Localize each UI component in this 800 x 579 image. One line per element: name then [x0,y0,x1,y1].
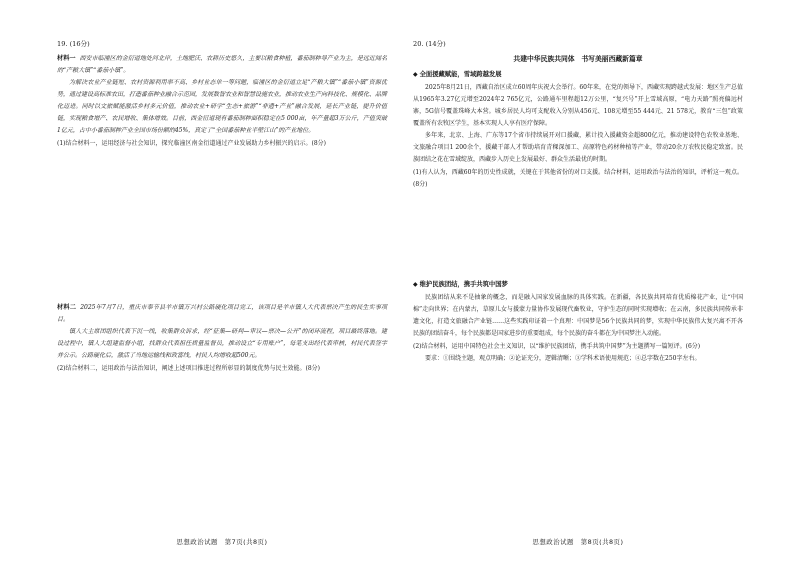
section-2-paragraph: 民族团结从来不是抽象的概念，而是融入国家发展血脉的具体实践。在新疆，各民族共同培育优质棉花产业，让“中国棉”走向世界；在内蒙古，草原儿女与援蒙力量协作发展现代畜牧业，守护生态的同时实现增收；在云南，多民族共同传承非遗文化，打造文旅融合产业链……这些实践印证着一个真理：中国梦是56个民族共同的梦，实现中华民族伟大复兴离不开各民族的团结奋斗，每个民族都是国家进步的重要组成，每个民族的奋斗都在为中国梦注入动能。 [413,294,743,337]
material-2-intro [57,302,387,326]
left-page [57,38,387,375]
page-number-left: 思想政治试题 第7页(共8页) [176,538,268,546]
material-1-paragraph: 为解决农业产业链短、农村资源利用率不高、乡村业态单一等问题，临潼区的金衍道立足“产粮大镇”“番茄小镇”资源优势，通过建设高标准农田，打造番茄种业融合示范园，发展数智农业和智慧设施农业，推动农业生产向科技化、规模化、品牌化迈进。同时以文旅赋能激活乡村多元价值，推动农业+研学“生态+旅游”“非遗+产业”融合发展，延长产业链，提升价值链，实现粮食增产、农民增收、集体增效。目前，西金衍道现有番茄制种面积稳定在5 000亩，年产量超3万公斤，产值突破1亿元，占中小番茄制种产业全国市场份额的45%，真定了“全国番茄种业半壁江山”的产业地位。 [57,79,388,134]
diamond-icon: ◆ [413,281,418,288]
material-1-intro [57,53,387,77]
question-20-part-1: (1)有人认为，西藏60年的历史性成就，关键在于其他省份的对口支援。结合材料，运用政治与法治的知识，评析这一观点。(8分) [413,169,743,188]
section-2-heading-text: 维护民族团结，携手共筑中国梦 [419,281,508,288]
question-19-part-2: (2)结合材料二，运用政治与法治知识，阐述上述项目推进过程所彰显的制度优势与民主效能。(8分) [57,365,320,372]
section-2-heading [413,279,743,291]
question-20-part-2: (2)结合材料，运用中国特色社会主义知识，以“维护民族团结，携手共筑中国梦”为主题撰写一篇短评。(6分) [413,343,701,350]
material-1-text: 西安市临潼区的金衍道地处河北岸，土地肥沃、农耕历史悠久，主要以粮食种植，番茄制种导产业为主，是远近闻名的“产粮大镇”“番茄小镇”。 [57,55,387,74]
section-1-paragraph-2: 多年来，北京、上海、广东等17个省市持续展开对口援藏，累计投入援藏资金超800亿元，推动建设特色农牧业基地、文旅融合项目1 200余个，援藏干部人才帮助培育青稞深加工、高原特色药材种植等产业，带动20余万农牧民稳定致富。民族团结之花在雪域绽放，西藏步入历史上发展最好、群众生活最优的时期。 [413,132,743,163]
section-1-heading [413,69,743,81]
question-19-part-1: (1)结合材料一，运用经济与社会知识，探究临潼区南金衍道通过产业发展助力乡村振兴的启示。(8分) [57,140,326,147]
material-2-text: 2025年7月7日，重庆市奉节县羊市镇万兴村公路硬化项目完工，该项目是羊市镇人大代表票决产生的民生实事项目。 [57,304,387,323]
section-1-paragraph-1: 2025年8月21日，西藏自治区成立60周年庆祝大会举行。60年来，在党的领导下，西藏实现跨越式发展：地区生产总值从1965年3.27亿元增至2024年2 765亿元，公路通车里程超12万公里，“复兴号”开上雪域高原，“电力天路”照亮偏远村寨，5G信号覆盖珠峰大本营。城乡居民人均可支配收入分别从456元、108元增至55 444元、21 578元，教育“三包”政策覆盖所有农牧区学生，基本实现人人享有医疗保障。 [413,84,743,127]
page-footer-right [413,537,743,546]
diamond-icon: ◆ [413,71,418,78]
material-2-paragraph: 镇人大主席团组织代表下沉一线，收集群众诉求，经“征集—研判—审议—票决—公开”的闭环流程，项目最终落地。建设过程中，镇人大组建监督小组，找群众代表担任质量监督员，推动设立“专用账户”，每笔支出经代表审核，村民代表签字并公示。公路硬化后，激活了当地运输线和致富线，村民人均增收超500元。 [57,328,387,359]
page-number-right: 思想政治试题 第8页(共8页) [532,538,624,546]
writing-requirements: 要求：①围绕主题，观点明确；②论证充分，逻辑清晰；③学科术语使用规范；④总字数在250字左右。 [425,355,701,362]
right-page [413,38,743,365]
page-footer-left [57,537,387,546]
question-20-heading: 20. (14分) [413,40,446,48]
material-1-label: 材料一 [57,55,76,62]
material-2-label: 材料二 [57,304,77,311]
article-title: 共建中华民族共同体 书写美丽西藏新篇章 [513,55,643,63]
section-1-heading-text: 全面援藏赋能，雪域跨越发展 [419,71,502,78]
question-19-heading: 19. (16分) [57,40,90,48]
